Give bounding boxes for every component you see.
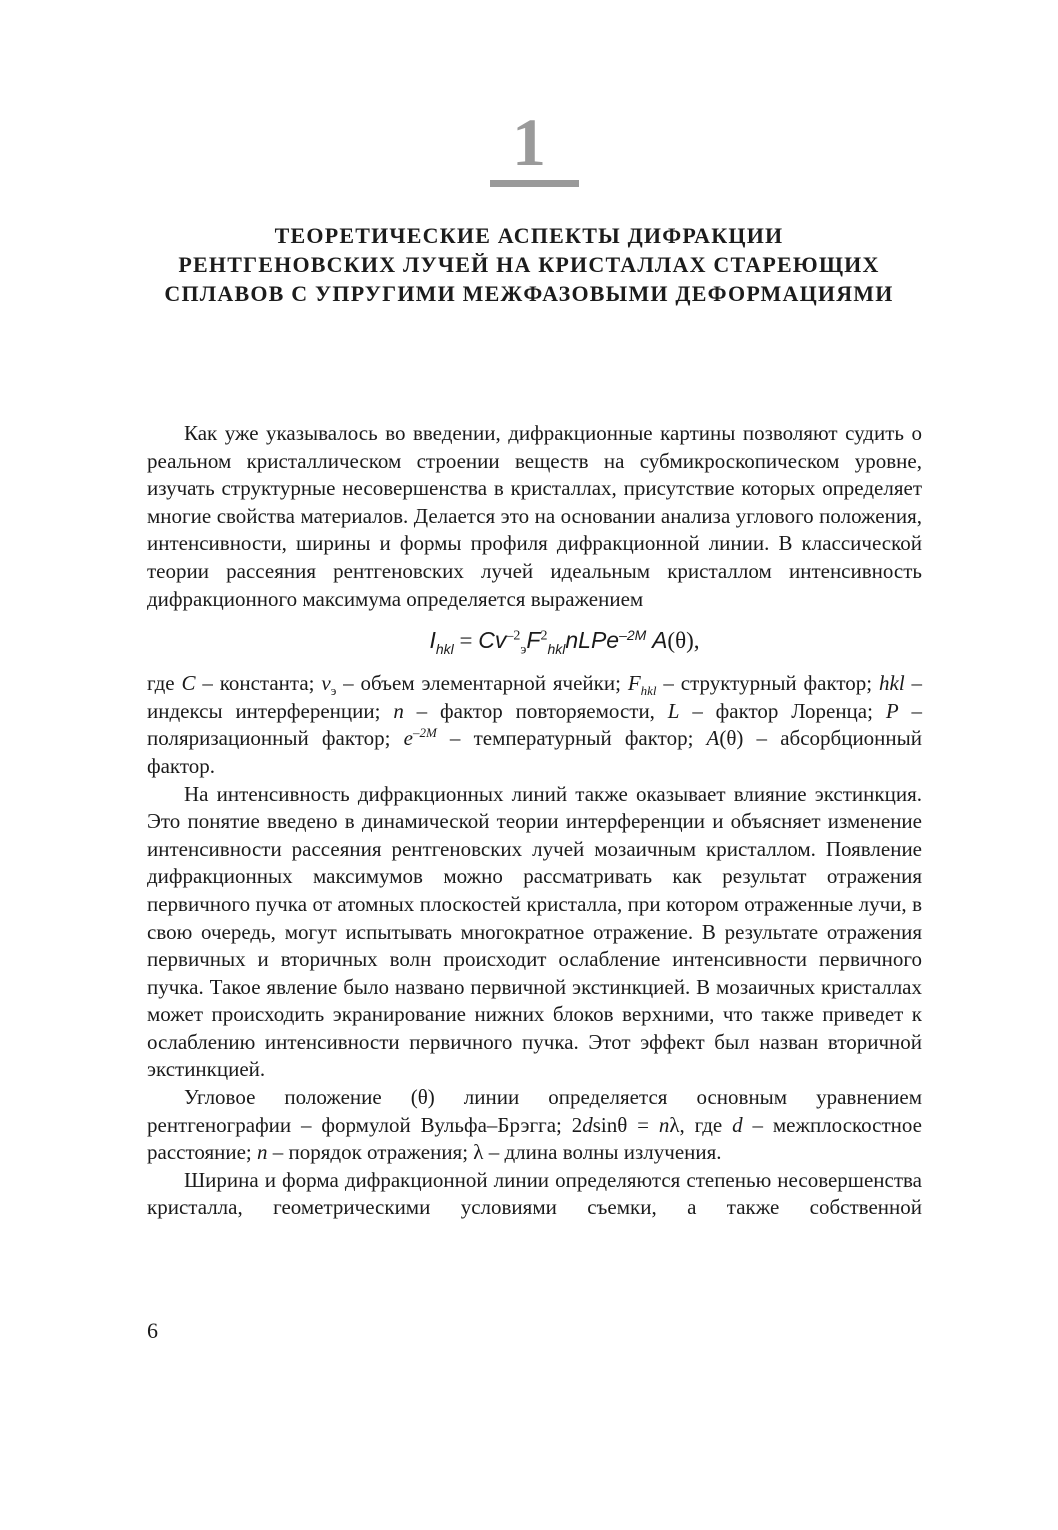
symbol: P — [885, 698, 899, 723]
formula-superscript: –2 — [506, 628, 521, 644]
chapter-body — [147, 420, 922, 1222]
symbol: n — [658, 1112, 670, 1137]
text-run: λ, где — [669, 1112, 733, 1137]
text-run: – температурный фактор; — [436, 726, 707, 751]
chapter-title — [120, 221, 938, 308]
formula-symbol: v — [494, 627, 507, 654]
text-run: sinθ = — [592, 1112, 659, 1137]
formula-equals: = — [453, 628, 479, 654]
symbol: v — [321, 671, 331, 696]
text-run: – межплоскостное расстояние; — [147, 1112, 922, 1165]
symbol: F — [627, 671, 641, 696]
formula-subscript: hkl — [547, 640, 566, 657]
symbol: n — [257, 1140, 268, 1165]
formula-symbol: nLPe — [565, 627, 620, 654]
symbol: A — [706, 726, 720, 751]
chapter-number-underline — [490, 180, 579, 187]
paragraph-intro: Как уже указывалось во введении, дифракционные картины позволяют судить о реальном кристаллическом строении веществ на субмикроскопическом уровне, изучать структурные несовершенства в кристаллах, присутствие которых определяет многие свойства материалов. Делается это на основании анализа углового положения, интенсивности, ширины и формы профиля дифракционной линии. В классической теории рассеяния рентгеновских лучей идеальным кристаллом интенсивность дифракционного максимума определяется выражением — [147, 421, 922, 611]
formula-symbol: F — [526, 627, 541, 654]
formula-subscript: hkl — [435, 640, 454, 657]
chapter-title-line: ТЕОРЕТИЧЕСКИЕ АСПЕКТЫ ДИФРАКЦИИ — [274, 223, 784, 248]
text-run: – индексы интерференции; — [147, 671, 923, 723]
formula-superscript: –2M — [619, 626, 647, 643]
text-run: – фактор повторяемости, — [403, 698, 668, 723]
formula-subscript: э — [520, 642, 527, 658]
text-run: – константа; — [195, 671, 322, 696]
paragraph-extinction: На интенсивность дифракционных линий также оказывает влияние экстинкция. Это понятие введено в динамической теории интерференции и объясняет изменение интенсивности рассеяния рентгеновских лучей мозаичным кристаллом. Появление дифракционных максимумов можно рассматривать как результат отражения первичного пучка от атомных плоскостей кристалла, при котором отраженные лучи, в свою очередь, могут испытывать многократное отражение. В результате отражения первичных и вторичных волн происходит ослабление интенсивности первичного пучка. Такое явление было названо первичной экстинкцией. В мозаичных кристаллах может происходить экранирование нижних блоков верхними, что также приведет к ослаблению интенсивности первичного пучка. Этот эффект был назван вторичной экстинкцией. — [147, 781, 922, 1082]
superscript: –2M — [412, 725, 437, 741]
chapter-title-line: РЕНТГЕНОВСКИХ ЛУЧЕЙ НА КРИСТАЛЛАХ СТАРЕЮЩИХ — [178, 252, 880, 277]
text-run: Угловое положение (θ) линии определяется основным уравнением рентгенографии – формулой Вульфа–Брэгга; 2 — [147, 1085, 922, 1137]
formula-symbol: A — [652, 627, 668, 654]
symbol: d — [582, 1112, 593, 1137]
symbol: e — [403, 726, 413, 751]
paragraph-line-width: Ширина и форма дифракционной линии определяются степенью несовершенства кристалла, геометрическими условиями съемки, а также собственной — [147, 1167, 922, 1220]
formula-superscript: 2 — [540, 628, 548, 644]
text-run: – фактор Лоренца; — [679, 698, 886, 723]
formula-argument: (θ), — [667, 628, 700, 654]
symbol: C — [181, 671, 196, 696]
text-run: – объем элементарной ячейки; — [336, 671, 628, 696]
chapter-title-line: СПЛАВОВ С УПРУГИМИ МЕЖФАЗОВЫМИ ДЕФОРМАЦИЯМИ — [164, 281, 894, 306]
chapter-number: 1 — [512, 104, 546, 180]
formula-symbol: C — [478, 627, 495, 654]
text-run: (θ) – абсорбционный фактор. — [147, 726, 923, 778]
symbol: hkl — [879, 671, 905, 696]
symbol: n — [393, 698, 404, 723]
subscript: hkl — [640, 683, 657, 699]
text-run: – структурный фактор; — [656, 671, 879, 696]
subscript: э — [330, 683, 337, 699]
formula-symbol: I — [429, 627, 436, 654]
paragraph-definitions — [147, 670, 922, 780]
symbol: L — [667, 698, 680, 723]
intensity-formula — [207, 623, 922, 658]
text-run: – порядок отражения; λ – длина волны излучения. — [267, 1140, 722, 1165]
text-run: где — [147, 671, 182, 696]
page-number: 6 — [147, 1318, 158, 1343]
text-run: – поляризационный фактор; — [147, 698, 922, 751]
paragraph-bragg — [147, 1084, 922, 1167]
symbol: d — [732, 1112, 743, 1137]
